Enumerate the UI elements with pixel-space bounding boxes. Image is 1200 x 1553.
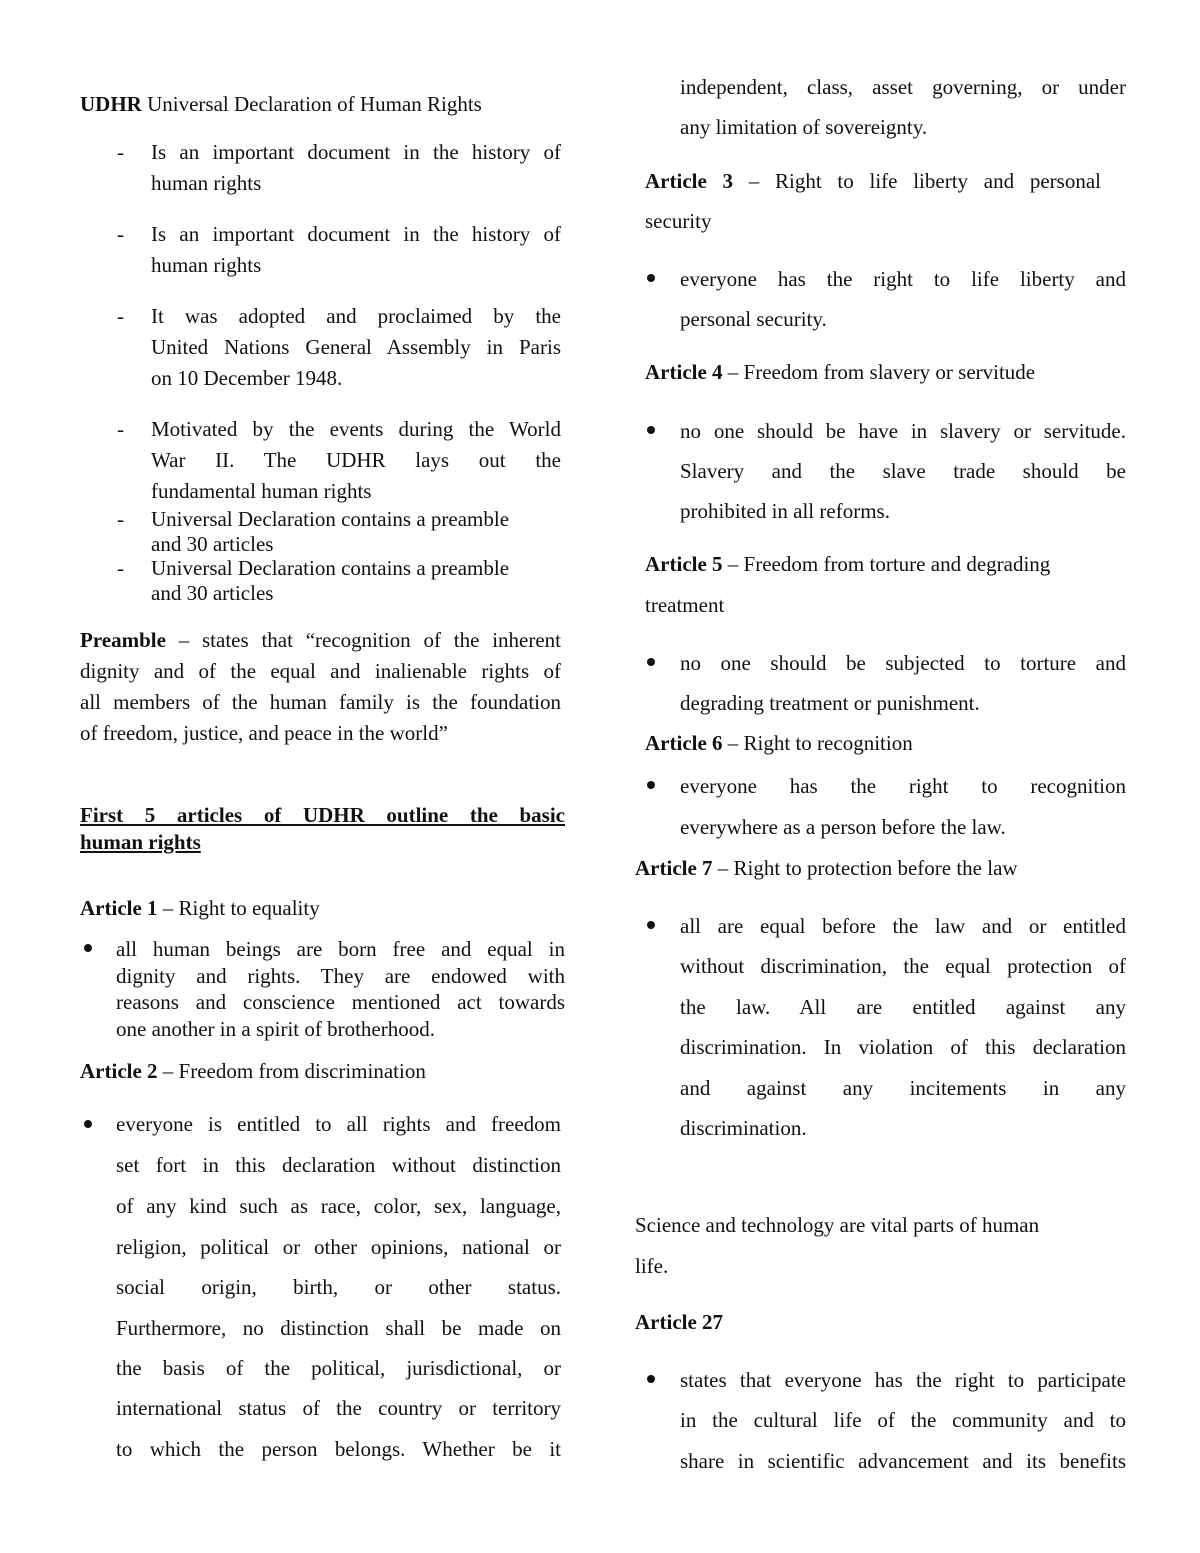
article-5-text: degrading treatment or punishment.	[680, 691, 980, 715]
article-4-heading: Article 4 – Freedom from slavery or servitude	[645, 360, 1036, 384]
bullet-icon	[647, 426, 655, 434]
bullet-icon	[647, 781, 655, 789]
article-6-text: everyone has the right to recognition	[680, 774, 1126, 798]
article-2-text: of any kind such as race, color, sex, language,	[116, 1194, 561, 1218]
list-item: United Nations General Assembly in Paris	[151, 335, 561, 359]
section-heading: human rights	[80, 830, 201, 854]
article-4-text: prohibited in all reforms.	[680, 499, 890, 523]
dash-bullet: -	[117, 507, 124, 531]
article-7-text: discrimination.	[680, 1116, 807, 1140]
article-7-heading: Article 7 – Right to protection before the law	[635, 856, 1018, 880]
article-6-text: everywhere as a person before the law.	[680, 815, 1006, 839]
article-4-text: Slavery and the slave trade should be	[680, 459, 1126, 483]
article-1-text: all human beings are born free and equal in	[116, 937, 565, 961]
doc-title-bold: UDHR	[80, 92, 142, 116]
list-item: fundamental human rights	[151, 479, 372, 503]
dash-bullet: -	[117, 222, 124, 246]
preamble-line: Preamble – states that “recognition of the inherent	[80, 628, 561, 652]
article-2-text: everyone is entitled to all rights and freedom	[116, 1112, 561, 1136]
list-item: It was adopted and proclaimed by the	[151, 304, 561, 328]
bullet-icon	[84, 944, 92, 952]
dash-bullet: -	[117, 140, 124, 164]
article-7-text: without discrimination, the equal protection of	[680, 954, 1126, 978]
dash-bullet: -	[117, 556, 124, 580]
article-2-text: international status of the country or territory	[116, 1396, 561, 1420]
list-item: and 30 articles	[151, 532, 274, 556]
article-27-text: states that everyone has the right to participate	[680, 1368, 1126, 1392]
bullet-icon	[647, 921, 655, 929]
bullet-icon	[647, 1375, 655, 1383]
doc-title	[80, 92, 482, 117]
dash-bullet: -	[117, 304, 124, 328]
article-7-text: all are equal before the law and or entitled	[680, 914, 1126, 938]
article-1-text: reasons and conscience mentioned act towards	[116, 990, 565, 1014]
article-6-heading: Article 6 – Right to recognition	[645, 731, 913, 755]
article-2-continued: any limitation of sovereignty.	[680, 115, 928, 139]
list-item: and 30 articles	[151, 581, 274, 605]
doc-title-rest: Universal Declaration of Human Rights	[141, 92, 482, 116]
article-3-text: personal security.	[680, 307, 827, 331]
article-27-text: share in scientific advancement and its benefits	[680, 1449, 1126, 1473]
article-27-text: in the cultural life of the community and to	[680, 1408, 1126, 1432]
science-text: Science and technology are vital parts of human	[635, 1213, 1040, 1237]
preamble-line: of freedom, justice, and peace in the world”	[80, 721, 448, 745]
list-item: human rights	[151, 253, 262, 277]
preamble-label: Preamble	[80, 628, 166, 652]
list-item: Universal Declaration contains a preamble	[151, 556, 510, 580]
article-2-text: religion, political or other opinions, national or	[116, 1235, 561, 1259]
list-item: Universal Declaration contains a preamble	[151, 507, 510, 531]
article-2-text: social origin, birth, or other status.	[116, 1275, 561, 1299]
list-item: War II. The UDHR lays out the	[151, 448, 561, 472]
preamble-line: dignity and of the equal and inalienable rights of	[80, 659, 561, 683]
bullet-icon	[647, 274, 655, 282]
article-5-text: no one should be subjected to torture and	[680, 651, 1126, 675]
article-3-heading: security	[645, 209, 712, 233]
article-2-text: to which the person belongs. Whether be it	[116, 1437, 561, 1461]
article-7-text: and against any incitements in any	[680, 1076, 1126, 1100]
article-3-text: everyone has the right to life liberty and	[680, 267, 1126, 291]
article-2-text: Furthermore, no distinction shall be made on	[116, 1316, 561, 1340]
bullet-icon	[647, 658, 655, 666]
list-item: human rights	[151, 171, 262, 195]
section-heading: First 5 articles of UDHR outline the basic	[80, 803, 565, 827]
list-item: on 10 December 1948.	[151, 366, 343, 390]
article-7-text: the law. All are entitled against any	[680, 995, 1126, 1019]
dash-bullet: -	[117, 417, 124, 441]
article-2-text: the basis of the political, jurisdictional, or	[116, 1356, 561, 1380]
preamble-line: all members of the human family is the foundation	[80, 690, 561, 714]
article-2-text: set fort in this declaration without distinction	[116, 1153, 561, 1177]
article-1-heading: Article 1 – Right to equality	[80, 896, 320, 920]
bullet-icon	[84, 1120, 92, 1128]
article-2-continued: independent, class, asset governing, or under	[680, 75, 1126, 99]
article-2-heading: Article 2 – Freedom from discrimination	[80, 1059, 426, 1083]
article-5-heading: treatment	[645, 593, 725, 617]
science-text: life.	[635, 1254, 669, 1278]
article-4-text: no one should be have in slavery or servitude.	[680, 419, 1126, 443]
list-item: Motivated by the events during the World	[151, 417, 561, 441]
list-item: Is an important document in the history of	[151, 140, 561, 164]
article-5-heading: Article 5 – Freedom from torture and degrading	[645, 552, 1051, 576]
article-27-heading: Article 27	[635, 1310, 724, 1334]
article-3-heading: Article 3 – Right to life liberty and personal	[645, 169, 1101, 193]
article-7-text: discrimination. In violation of this declaration	[680, 1035, 1126, 1059]
article-1-text: one another in a spirit of brotherhood.	[116, 1017, 435, 1041]
list-item: Is an important document in the history of	[151, 222, 561, 246]
article-1-text: dignity and rights. They are endowed with	[116, 964, 565, 988]
